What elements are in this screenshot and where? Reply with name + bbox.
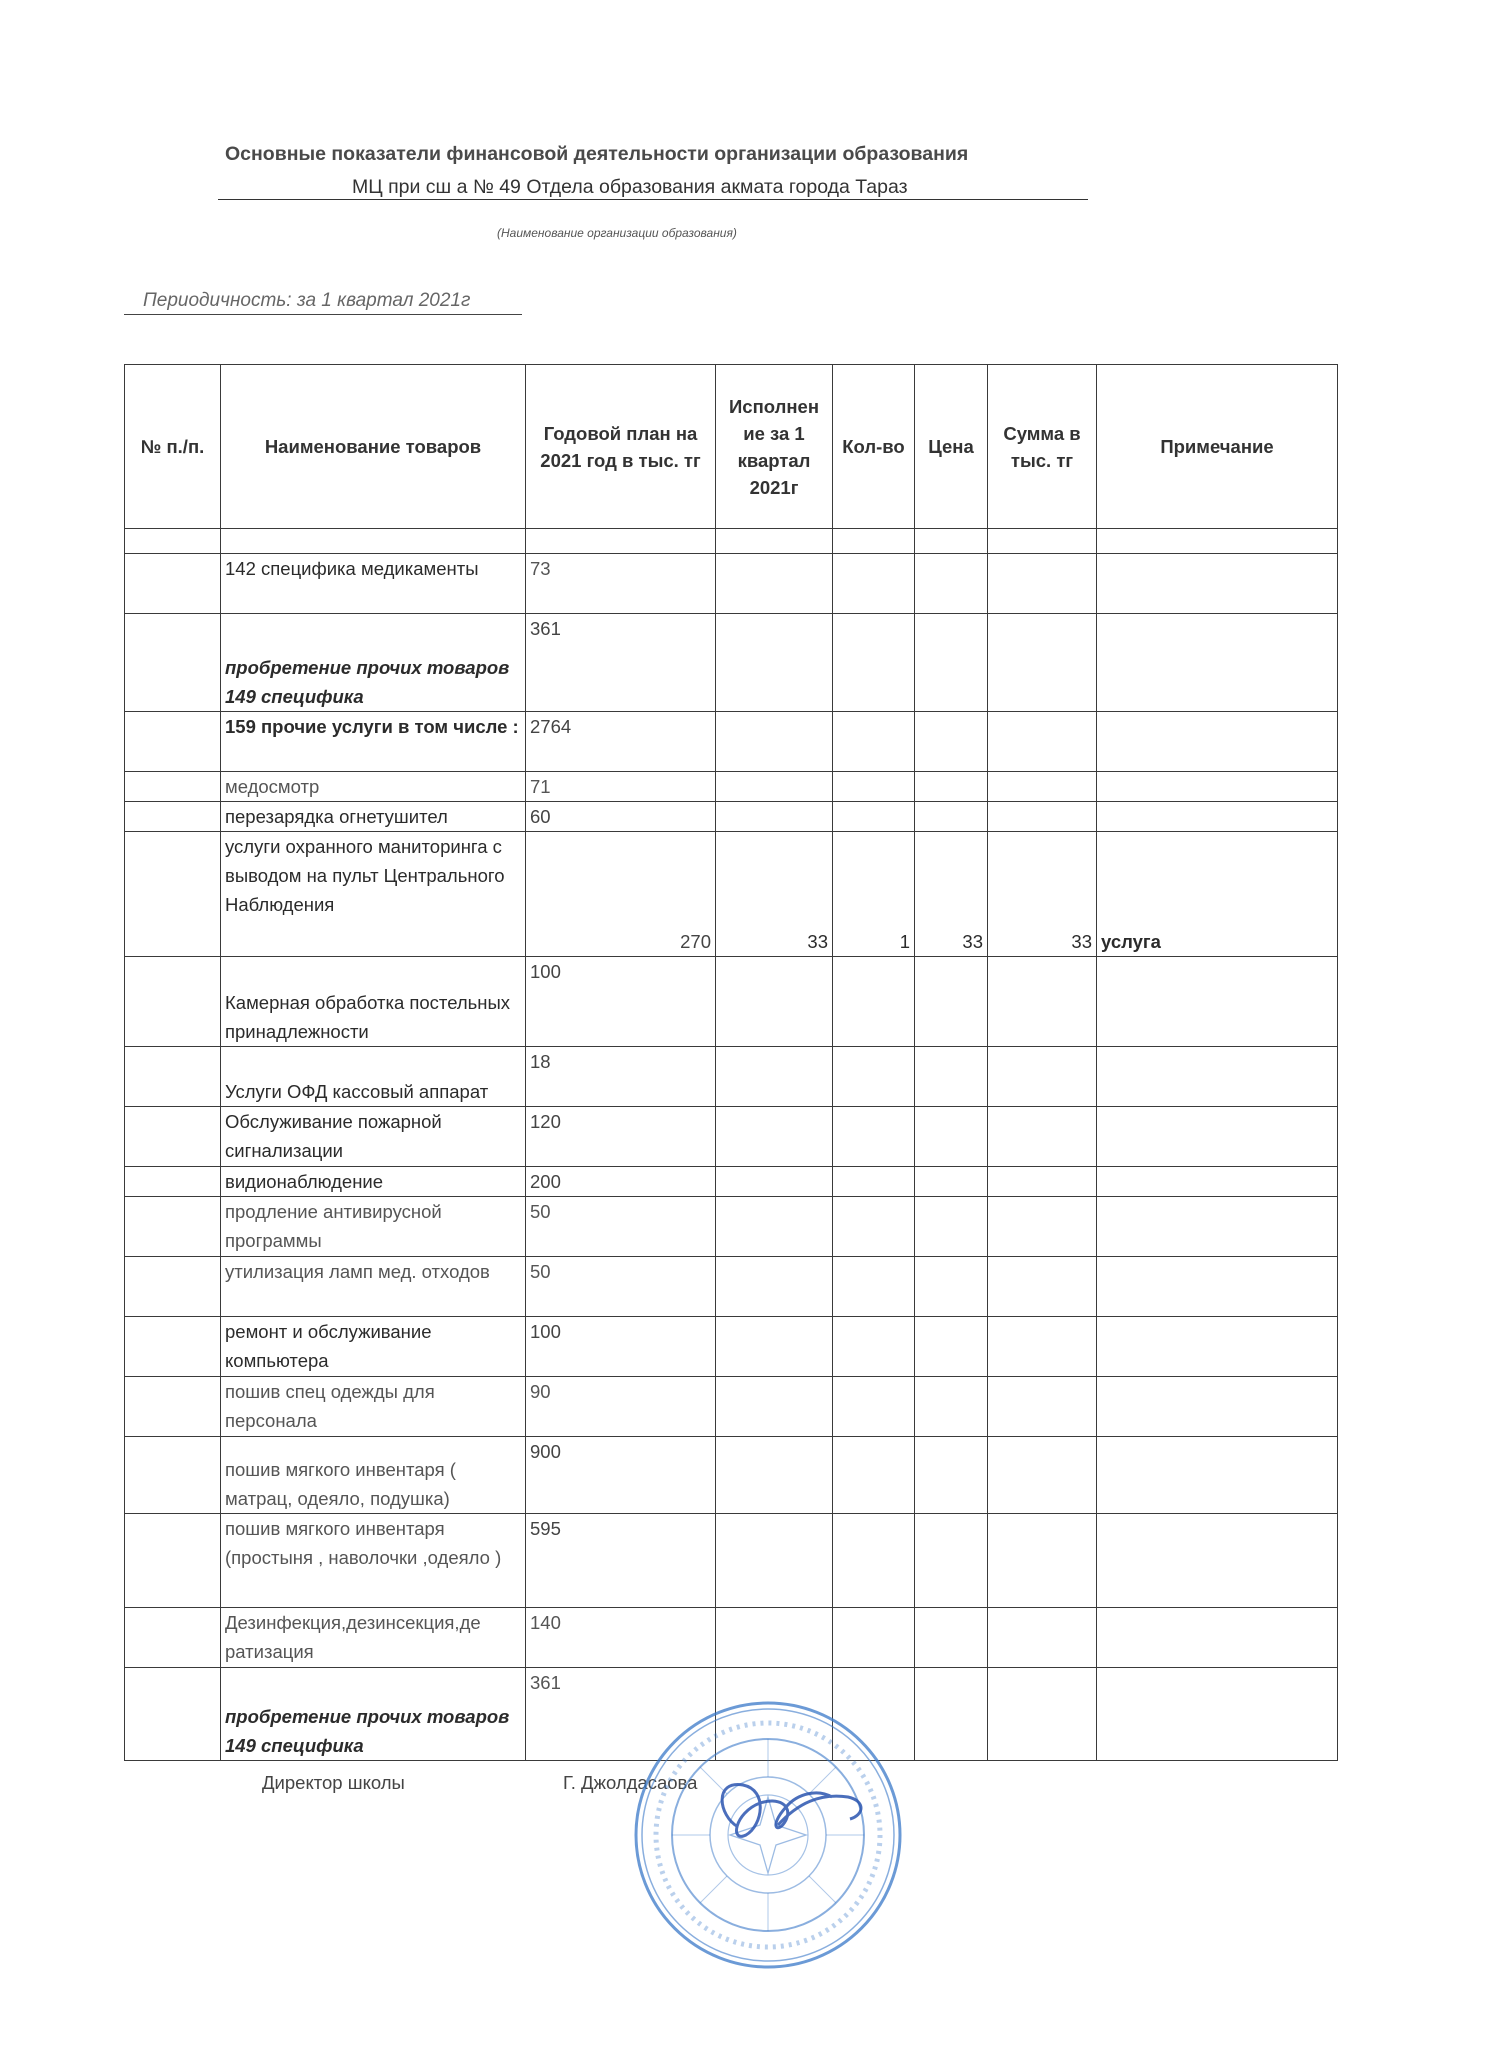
item-plan: 60 [526, 802, 716, 832]
col-header-note: Примечание [1097, 365, 1338, 529]
col-header-plan: Годовой план на 2021 год в тыс. тг [526, 365, 716, 529]
table-row [125, 554, 1338, 614]
table-row [125, 1317, 1338, 1377]
item-plan: 18 [526, 1047, 716, 1107]
signer-position: Директор школы [262, 1772, 405, 1793]
document-title: Основные показатели финансовой деятельности организации образования [225, 143, 969, 165]
item-plan: 140 [526, 1608, 716, 1668]
item-execution: 33 [716, 832, 833, 957]
item-name: утилизация ламп мед. отходов [221, 1257, 526, 1317]
table-row [125, 832, 1338, 957]
table-row [125, 1197, 1338, 1257]
item-name: Обслуживание пожарной сигнализации [221, 1107, 526, 1167]
col-header-execution: Исполнен ие за 1 квартал 2021г [716, 365, 833, 529]
col-header-quantity: Кол-во [833, 365, 915, 529]
item-name: Дезинфекция,дезинсекция,де ратизация [221, 1608, 526, 1668]
item-plan: 900 [526, 1437, 716, 1514]
item-plan: 361 [526, 1668, 716, 1761]
item-name: пошив спец одежды для персонала [221, 1377, 526, 1437]
col-header-number: № п./п. [125, 365, 221, 529]
table-row [125, 1377, 1338, 1437]
organization-underline [218, 199, 1088, 200]
item-name: пробретение прочих товаров 149 специфика [221, 614, 526, 712]
col-header-name: Наименование товаров [221, 365, 526, 529]
financial-table [124, 364, 1338, 1761]
table-row [125, 1167, 1338, 1197]
signature-mark [722, 1785, 861, 1837]
item-name: 159 прочие услуги в том числе : [221, 712, 526, 772]
table-row [125, 1107, 1338, 1167]
item-name: ремонт и обслуживание компьютера [221, 1317, 526, 1377]
item-quantity: 1 [833, 832, 915, 957]
periodicity-underline [124, 314, 522, 315]
item-plan: 90 [526, 1377, 716, 1437]
item-plan: 50 [526, 1197, 716, 1257]
table-row [125, 1608, 1338, 1668]
table-header-row [125, 365, 1338, 529]
table-row [125, 1437, 1338, 1514]
spacer-row [125, 529, 1338, 554]
item-note: услуга [1097, 832, 1338, 957]
item-name: пошив мягкого инвентаря (простыня , наволочки ,одеяло ) [221, 1514, 526, 1608]
item-plan: 50 [526, 1257, 716, 1317]
item-sum: 33 [988, 832, 1097, 957]
organization-caption: (Наименование организации образования) [497, 226, 737, 240]
item-plan: 361 [526, 614, 716, 712]
item-plan: 2764 [526, 712, 716, 772]
item-name: видионаблюдение [221, 1167, 526, 1197]
item-name: услуги охранного маниторинга с выводом на пульт Центрального Наблюдения [221, 832, 526, 957]
item-name: пошив мягкого инвентаря ( матрац, одеяло, подушка) [221, 1437, 526, 1514]
col-header-price: Цена [915, 365, 988, 529]
item-plan: 120 [526, 1107, 716, 1167]
item-name: Камерная обработка постельных принадлежности [221, 957, 526, 1047]
table-row [125, 614, 1338, 712]
item-name: медосмотр [221, 772, 526, 802]
table-row [125, 957, 1338, 1047]
organization-name: МЦ при сш а № 49 Отдела образования акмата города Тараз [352, 176, 908, 198]
item-plan: 200 [526, 1167, 716, 1197]
official-stamp [618, 1685, 918, 1985]
item-name: перезарядка огнетушител [221, 802, 526, 832]
item-plan: 100 [526, 1317, 716, 1377]
table-row [125, 1047, 1338, 1107]
periodicity-label: Периодичность: за 1 квартал 2021г [143, 290, 471, 311]
item-plan: 71 [526, 772, 716, 802]
signer-name: Г. Джолдасаова [563, 1772, 698, 1793]
item-plan: 73 [526, 554, 716, 614]
item-name: продление антивирусной программы [221, 1197, 526, 1257]
col-header-sum: Сумма в тыс. тг [988, 365, 1097, 529]
item-plan: 270 [526, 832, 716, 957]
table-row [125, 802, 1338, 832]
table-row [125, 1257, 1338, 1317]
item-name: 142 специфика медикаменты [221, 554, 526, 614]
table-row [125, 1514, 1338, 1608]
table-row [125, 712, 1338, 772]
item-price: 33 [915, 832, 988, 957]
item-name: пробретение прочих товаров 149 специфика [221, 1668, 526, 1761]
table-row [125, 772, 1338, 802]
item-name: Услуги ОФД кассовый аппарат [221, 1047, 526, 1107]
item-plan: 595 [526, 1514, 716, 1608]
item-plan: 100 [526, 957, 716, 1047]
